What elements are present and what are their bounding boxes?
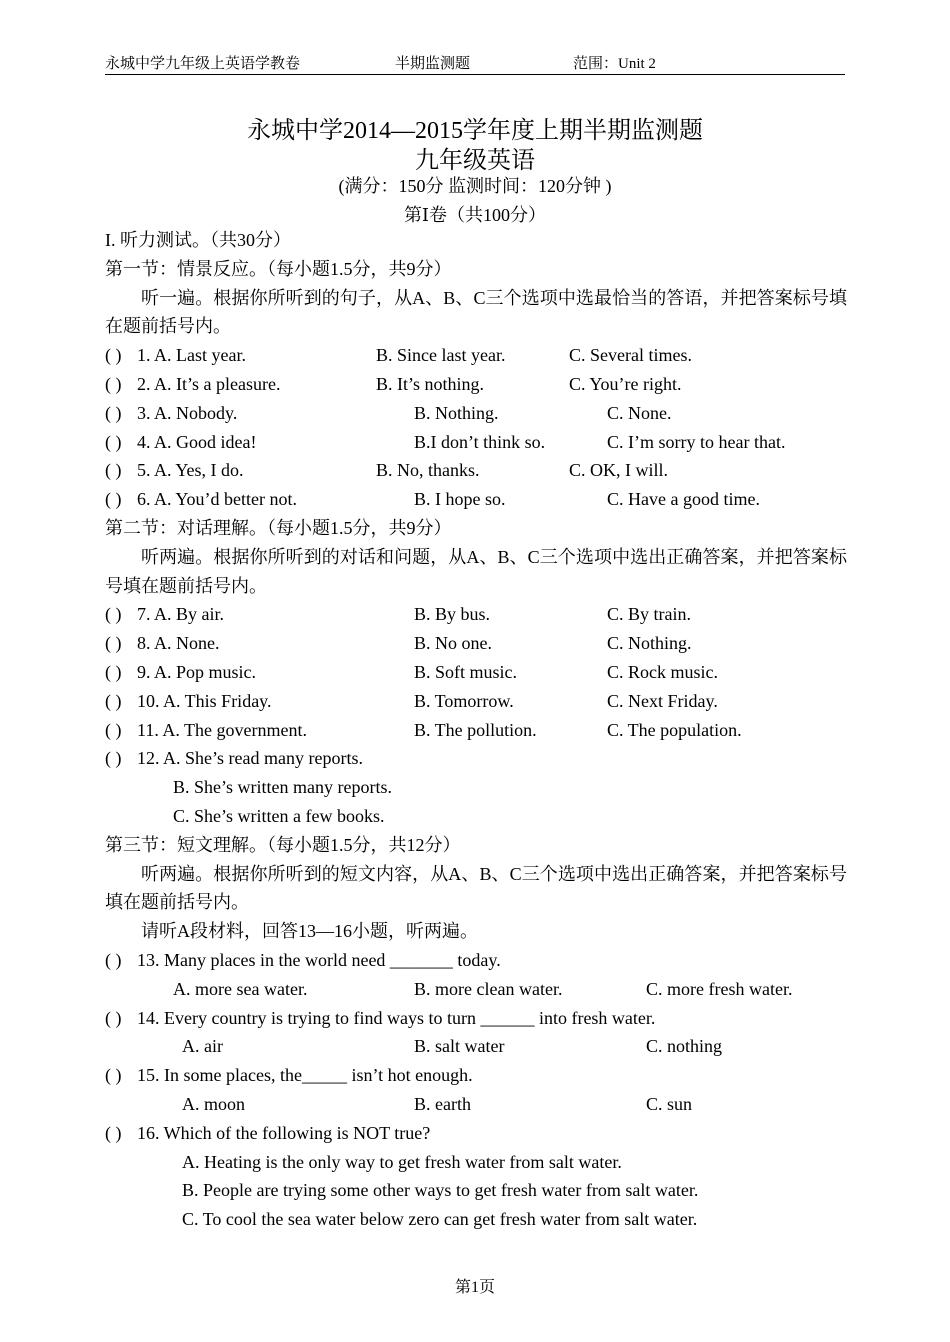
question-row <box>105 946 847 975</box>
exam-subtitle: 九年级英语 <box>415 148 535 174</box>
option-b: B. By bus. <box>414 604 491 625</box>
question-stem: 13. Many places in the world need _______ today. <box>137 949 501 970</box>
question-option-line <box>105 1205 847 1234</box>
question-row <box>105 370 847 399</box>
question-stem: 14. Every country is trying to find ways to turn ______ into fresh water. <box>137 1007 656 1028</box>
answer-bracket: ( ) <box>105 431 122 452</box>
option-a: 1. A. Last year. <box>137 345 246 366</box>
answer-bracket: ( ) <box>105 373 122 394</box>
option-b: B. I hope so. <box>414 489 506 510</box>
option-a: 9. A. Pop music. <box>137 661 257 682</box>
option-c: C. I’m sorry to hear that. <box>607 431 786 452</box>
question-row <box>105 716 847 745</box>
question-row <box>105 341 847 370</box>
question-row <box>105 629 847 658</box>
question-row <box>105 399 847 428</box>
exam-title: 永城中学2014—2015学年度上期半期监测题 <box>247 118 703 144</box>
question-stem: 16. Which of the following is NOT true? <box>137 1122 431 1143</box>
question-row <box>105 600 847 629</box>
option-a: 2. A. It’s a pleasure. <box>137 373 281 394</box>
option-b: B. salt water <box>414 1036 505 1057</box>
page-header <box>105 50 845 75</box>
option-c: C. Rock music. <box>607 661 718 682</box>
option-a: 7. A. By air. <box>137 604 225 625</box>
option-b: B. No one. <box>414 633 492 654</box>
answer-bracket: ( ) <box>105 661 122 682</box>
exam-score-time: (满分：150分 监测时间：120分钟 ) <box>338 176 612 196</box>
option-b: B.I don’t think so. <box>414 431 546 452</box>
answer-bracket: ( ) <box>105 345 122 366</box>
question-options <box>105 1032 847 1061</box>
option-c: C. Next Friday. <box>607 690 718 711</box>
option-c: C. To cool the sea water below zero can get fresh water from salt water. <box>182 1209 698 1230</box>
answer-bracket: ( ) <box>105 748 122 769</box>
header-left: 永城中学九年级上英语学教卷 <box>105 56 301 72</box>
question-stem: 15. In some places, the_____ isn’t hot enough. <box>137 1065 473 1086</box>
option-a: 3. A. Nobody. <box>137 402 238 423</box>
option-b: B. Nothing. <box>414 402 499 423</box>
option-c: C. nothing <box>646 1036 723 1057</box>
answer-bracket: ( ) <box>105 1007 122 1028</box>
answer-bracket: ( ) <box>105 949 122 970</box>
question-row <box>105 485 847 514</box>
answer-bracket: ( ) <box>105 690 122 711</box>
option-b: B. Since last year. <box>376 345 506 366</box>
answer-bracket: ( ) <box>105 460 122 481</box>
answer-bracket: ( ) <box>105 719 122 740</box>
section-instruction: 听一遍。根据你所听到的句子，从A、B、C三个选项中选最恰当的答语，并把答案标号填在题前括号内。 <box>105 287 847 337</box>
option-b: B. more clean water. <box>414 978 563 999</box>
question-option-line <box>105 802 847 831</box>
question-row <box>105 687 847 716</box>
question-row <box>105 1004 847 1033</box>
page-number: 第1页 <box>454 1279 495 1296</box>
answer-bracket: ( ) <box>105 1122 122 1143</box>
option-a: A. more sea water. <box>173 978 308 999</box>
option-c: C. Nothing. <box>607 633 692 654</box>
section-instruction: 听两遍。根据你所听到的对话和问题，从A、B、C三个选项中选出正确答案，并把答案标号填在题前括号内。 <box>105 546 847 596</box>
option-a: 12. A. She’s read many reports. <box>137 748 363 769</box>
option-b: B. No, thanks. <box>376 460 480 481</box>
question-row <box>105 744 847 773</box>
answer-bracket: ( ) <box>105 604 122 625</box>
option-c: C. She’s written a few books. <box>173 805 385 826</box>
option-c: C. You’re right. <box>569 373 682 394</box>
question-row <box>105 428 847 457</box>
option-a: 5. A. Yes, I do. <box>137 460 244 481</box>
question-option-line <box>105 1176 847 1205</box>
option-c: C. None. <box>607 402 672 423</box>
option-a: 6. A. You’d better not. <box>137 489 298 510</box>
section-heading: 第一节：情景反应。（每小题1.5分，共9分） <box>105 258 452 279</box>
section-heading: 第二节：对话理解。（每小题1.5分，共9分） <box>105 517 452 538</box>
question-row <box>105 1061 847 1090</box>
option-c: C. OK, I will. <box>569 460 668 481</box>
question-option-line <box>105 1148 847 1177</box>
option-a: A. air <box>182 1036 223 1057</box>
option-a: A. moon <box>182 1093 245 1114</box>
option-b: B. It’s nothing. <box>376 373 485 394</box>
exam-volume: 第Ⅰ卷（共100分） <box>403 205 547 225</box>
answer-bracket: ( ) <box>105 1065 122 1086</box>
option-b: B. Tomorrow. <box>414 690 514 711</box>
material-instruction: 请听A段材料，回答13—16小题，听两遍。 <box>141 921 478 942</box>
option-c: C. more fresh water. <box>646 978 793 999</box>
question-options <box>105 975 847 1004</box>
option-a: 10. A. This Friday. <box>137 690 272 711</box>
question-row <box>105 658 847 687</box>
answer-bracket: ( ) <box>105 402 122 423</box>
option-c: C. Have a good time. <box>607 489 760 510</box>
option-c: C. Several times. <box>569 345 692 366</box>
option-b: B. People are trying some other ways to get fresh water from salt water. <box>182 1180 699 1201</box>
exam-content <box>105 226 847 1234</box>
option-a: 11. A. The government. <box>137 719 307 740</box>
option-c: C. By train. <box>607 604 691 625</box>
part-heading: I. 听力测试。（共30分） <box>105 230 291 250</box>
question-row <box>105 1119 847 1148</box>
question-option-line <box>105 773 847 802</box>
header-middle: 半期监测题 <box>395 56 471 72</box>
option-c: C. The population. <box>607 719 742 740</box>
section-instruction: 听两遍。根据你所听到的短文内容，从A、B、C三个选项中选出正确答案，并把答案标号填在题前括号内。 <box>105 863 847 913</box>
question-row <box>105 456 847 485</box>
option-a: A. Heating is the only way to get fresh water from salt water. <box>182 1151 622 1172</box>
option-a: 4. A. Good idea! <box>137 431 257 452</box>
section-heading: 第三节：短文理解。（每小题1.5分，共12分） <box>105 834 461 855</box>
option-c: C. sun <box>646 1093 693 1114</box>
answer-bracket: ( ) <box>105 489 122 510</box>
question-options <box>105 1090 847 1119</box>
option-b: B. Soft music. <box>414 661 518 682</box>
answer-bracket: ( ) <box>105 633 122 654</box>
header-right: 范围：Unit 2 <box>573 56 656 72</box>
option-a: 8. A. None. <box>137 633 220 654</box>
option-b: B. The pollution. <box>414 719 537 740</box>
option-b: B. earth <box>414 1093 471 1114</box>
option-b: B. She’s written many reports. <box>173 777 392 798</box>
